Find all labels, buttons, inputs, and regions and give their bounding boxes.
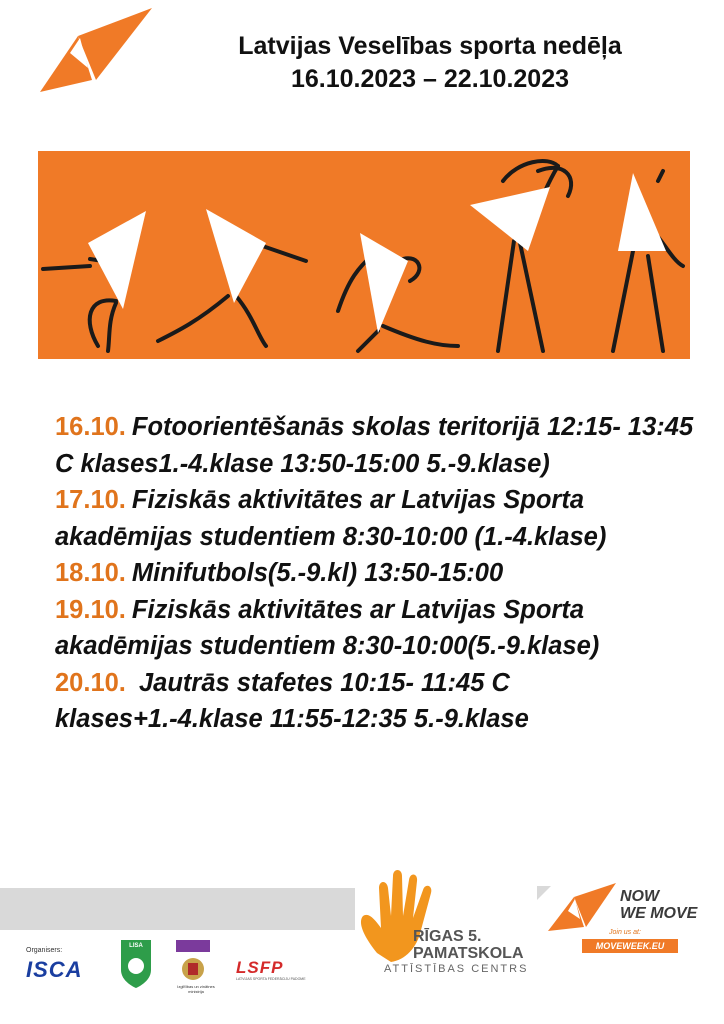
nwm-line-1: NOW	[620, 888, 660, 905]
figure-3-triangle	[360, 233, 408, 333]
figure-5-triangle	[618, 173, 666, 251]
page-title	[160, 30, 700, 96]
lisa-text: LISA	[129, 943, 143, 949]
entry-date: 19.10.	[55, 595, 126, 624]
figure-4-triangle	[470, 187, 550, 251]
entry-text: Fotoorientēšanās skolas teritorijā 12:15- 13:45 C klases1.-4.klase 13:50-15:00 5.-9.klase)	[55, 413, 694, 478]
moveweek-link-badge: MOVEWEEK.EU	[582, 939, 678, 953]
entry-date: 17.10.	[55, 486, 126, 514]
join-us-label: Join us at:	[609, 929, 641, 936]
schedule-entry	[55, 665, 705, 738]
coat-of-arms-icon	[180, 956, 206, 982]
schedule-list	[55, 409, 705, 738]
school-name	[413, 928, 524, 962]
ministry-color-bar	[176, 940, 210, 952]
organisers-label: Organisers:	[26, 947, 63, 954]
school-line-1: RĪGAS 5.	[413, 928, 482, 945]
school-subtitle: ATTĪSTĪBAS CENTRS	[384, 963, 529, 975]
schedule-entry	[55, 592, 705, 665]
isca-logo: ISCA	[26, 957, 83, 982]
ministry-text: Izglītības un zinātnes ministrija	[177, 984, 215, 994]
entry-text: Fiziskās aktivitātes ar Latvijas Sporta akadēmijas studentiem 8:30-10:00(5.-9.klase)	[55, 595, 600, 660]
nwm-line-2: WE MOVE	[620, 905, 698, 922]
title-line-2: 16.10.2023 – 22.10.2023	[290, 65, 570, 93]
school-line-2: PAMATSKOLA	[413, 945, 524, 962]
entry-text: Jautrās stafetes 10:15- 11:45 C klases+1.-4.klase 11:55-12:35 5.-9.klase	[55, 668, 529, 733]
hero-banner	[38, 151, 690, 359]
entry-date: 20.10.	[55, 668, 126, 697]
entry-date: 18.10.	[55, 559, 126, 587]
schedule-entry	[55, 482, 705, 555]
figure-2-triangle	[206, 209, 266, 303]
now-we-move-text	[620, 888, 697, 922]
entry-text: Minifutbols(5.-9.kl) 13:50-15:00	[131, 559, 504, 587]
schedule-entry	[55, 409, 705, 482]
entry-date: 16.10.	[55, 413, 126, 441]
footer-gray-bar	[0, 888, 355, 930]
dancing-figures-illustration	[38, 151, 690, 359]
lisa-logo-icon	[117, 940, 155, 990]
schedule-entry	[55, 555, 705, 592]
lsfp-logo: LSFP	[236, 958, 284, 977]
moveweek-logo-icon	[40, 8, 152, 96]
ministry-logo	[176, 940, 214, 1000]
lsfp-subtitle: LATVIJAS SPORTA FEDERĀCIJU PADOME	[236, 977, 306, 981]
title-line-1: Latvijas Veselības sporta nedēļa	[238, 32, 622, 60]
entry-text: Fiziskās aktivitātes ar Latvijas Sporta akadēmijas studentiem 8:30-10:00 (1.-4.klase)	[55, 486, 607, 551]
